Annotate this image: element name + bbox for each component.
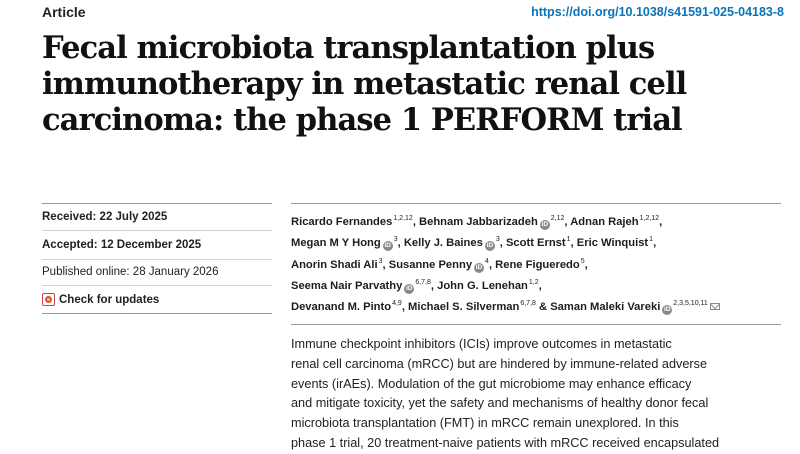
author-separator: , xyxy=(659,216,663,228)
author-separator: , xyxy=(397,237,404,250)
author-separator: , xyxy=(382,258,389,271)
divider xyxy=(42,259,272,260)
affiliation-superscript: 3 xyxy=(393,236,398,244)
divider xyxy=(291,203,781,204)
check-updates-icon xyxy=(42,293,55,306)
title-line: carcinoma: the phase 1 PERFORM trial xyxy=(42,102,682,138)
doi-link[interactable]: https://doi.org/10.1038/s41591-025-04183-8 xyxy=(531,5,784,19)
abstract-line: and mitigate toxicity, yet the safety and mechanisms of healthy donor fecal xyxy=(291,396,709,411)
abstract-line: phase 1 trial, 20 treatment-naive patients with mRCC received encapsulated xyxy=(291,435,720,450)
author-name[interactable]: Susanne Penny $iD^4$ xyxy=(388,257,489,271)
author-separator: , xyxy=(401,301,409,314)
published-date xyxy=(42,266,218,278)
author-separator: , xyxy=(499,237,506,250)
affiliation-superscript: 2,3,5,10,11 xyxy=(673,300,708,308)
author-name[interactable]: Devanand M. Pinto$^{4,9}$ xyxy=(291,300,402,314)
affiliation-superscript: 5 xyxy=(580,257,585,265)
author-separator: , xyxy=(538,279,542,292)
author-separator: , xyxy=(412,216,420,228)
orcid-icon[interactable]: iD xyxy=(664,306,671,314)
author-name[interactable]: Seema Nair Parvathy iD$^{6,7,8}$ xyxy=(291,278,431,292)
affiliation-superscript: 4,9 xyxy=(392,300,402,308)
accepted-label: Accepted: xyxy=(42,239,98,251)
received-value: 22 July 2025 xyxy=(99,211,168,223)
divider xyxy=(42,203,272,204)
divider xyxy=(291,324,781,325)
affiliation-superscript: 2,12 xyxy=(550,215,565,222)
title-line: immunotherapy in metastatic renal cell xyxy=(42,66,687,102)
title-line: Fecal microbiota transplantation plus xyxy=(42,30,655,66)
author-name[interactable]: Kelly J. Baines $iD^3$ xyxy=(403,236,500,250)
affiliation-superscript: 1,2 xyxy=(528,278,539,286)
author-separator: , xyxy=(564,216,571,228)
abstract-line: Immune checkpoint inhibitors (ICIs) improve outcomes in metastatic xyxy=(291,337,672,351)
published-value: 28 January 2026 xyxy=(132,266,219,278)
author-name[interactable]: Michael S. Silverman$^{6,7,8}$ xyxy=(408,300,536,314)
article-type-label: Article xyxy=(42,4,86,20)
abstract-line: microbiota transplantation (FMT) in mRCC remain unexplored. In this xyxy=(291,416,679,431)
abstract-line: renal cell carcinoma (mRCC) but are hindered by immune-related adverse xyxy=(291,356,708,371)
author-separator: , xyxy=(570,237,577,250)
divider xyxy=(42,313,272,314)
author-separator: , xyxy=(584,258,588,271)
orcid-icon[interactable]: iD xyxy=(541,221,549,228)
author-separator: , xyxy=(653,237,657,250)
author-name[interactable]: Behnam Jabbarizadeh iD$^{2,12}$ xyxy=(419,215,565,228)
abstract-line: events (irAEs). Modulation of the gut microbiome may enhance efficacy xyxy=(291,376,692,391)
author-conjunction: & xyxy=(535,301,551,314)
published-label: Published online: xyxy=(42,266,130,278)
orcid-icon[interactable]: iD xyxy=(384,242,391,250)
check-updates-label: Check for updates xyxy=(59,293,160,306)
affiliation-superscript: 1 xyxy=(566,236,571,244)
affiliation-superscript: 3 xyxy=(495,236,500,244)
affiliation-superscript: 1 xyxy=(649,236,654,244)
author-name[interactable]: Ricardo Fernandes$^{1,2,12}$ xyxy=(291,215,413,228)
author-name[interactable]: Scott Ernst$^1$ xyxy=(505,236,571,250)
divider xyxy=(42,285,272,286)
affiliation-superscript: 1,2,12 xyxy=(393,215,413,222)
affiliation-superscript: 6,7,8 xyxy=(520,300,536,308)
email-icon[interactable] xyxy=(710,303,720,310)
divider xyxy=(42,230,272,231)
article-title xyxy=(42,30,782,138)
author-separator: , xyxy=(430,279,438,292)
orcid-icon[interactable]: iD xyxy=(475,263,483,271)
received-date xyxy=(42,211,167,223)
received-label: Received: xyxy=(42,211,97,223)
author-name[interactable]: Rene Figueredo$^5$ xyxy=(495,257,585,271)
check-for-updates-button[interactable] xyxy=(42,293,159,306)
accepted-date xyxy=(42,239,201,251)
author-name[interactable]: Adnan Rajeh$^{1,2,12}$ xyxy=(570,215,660,228)
author-name[interactable]: Saman Maleki Vareki iD$^{2,3,5,10,11}$ xyxy=(550,301,720,313)
orcid-icon[interactable]: iD xyxy=(486,242,494,250)
accepted-value: 12 December 2025 xyxy=(100,239,202,251)
abstract xyxy=(291,335,781,454)
author-list xyxy=(291,210,781,316)
author-name[interactable]: Eric Winquist$^1$ xyxy=(576,236,654,250)
affiliation-superscript: 6,7,8 xyxy=(415,278,431,286)
author-separator: , xyxy=(488,258,496,271)
author-name[interactable]: John G. Lenehan$^{1,2}$ xyxy=(437,278,539,292)
affiliation-superscript: 4 xyxy=(485,257,489,265)
affiliation-superscript: 3 xyxy=(378,257,383,265)
orcid-icon[interactable]: iD xyxy=(406,284,413,292)
affiliation-superscript: 1,2,12 xyxy=(639,215,660,222)
author-name[interactable]: Megan M Y Hong $iD^3$ xyxy=(291,236,398,250)
author-name[interactable]: Anorin Shadi Ali$^3$ xyxy=(291,257,383,271)
